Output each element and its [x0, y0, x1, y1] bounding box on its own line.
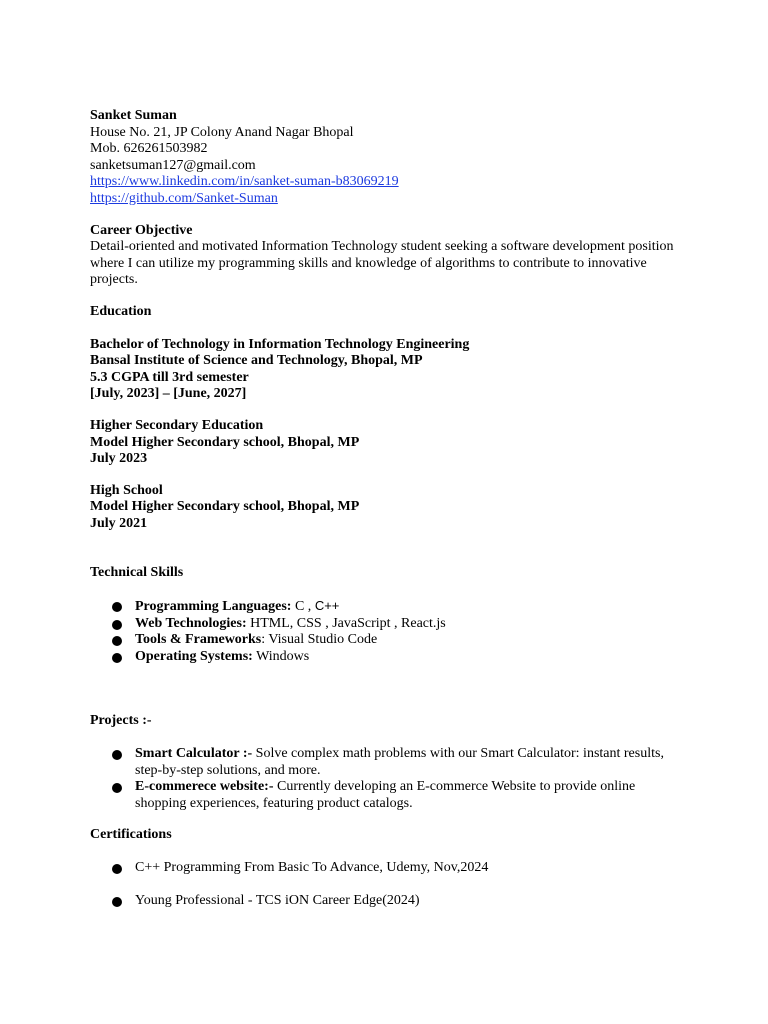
list-item: [112, 893, 680, 910]
education-institution: Bansal Institute of Science and Technology, Bhopal, MP: [90, 353, 423, 369]
project-label: Smart Calculator :-: [135, 746, 253, 762]
education-score: 5.3 CGPA till 3rd semester: [90, 369, 249, 385]
skill-value-extra: C++: [314, 598, 340, 614]
education-degree: High School: [90, 482, 163, 498]
certification-text: Young Professional - TCS iON Career Edge(2024): [135, 892, 420, 908]
project-label: E-commerece website:-: [135, 779, 274, 795]
bullet-icon: [112, 653, 122, 663]
skill-value: C ,: [291, 599, 315, 615]
certification-text: C++ Programming From Basic To Advance, Udemy, Nov,2024: [135, 860, 489, 875]
education-institution: Model Higher Secondary school, Bhopal, MP: [90, 434, 360, 450]
bullet-icon: [112, 750, 122, 760]
education-degree: Higher Secondary Education: [90, 417, 264, 433]
skill-value: Windows: [252, 648, 310, 664]
email: sanketsuman127@gmail.com: [90, 157, 256, 173]
education-heading: Education: [90, 303, 152, 319]
skill-value: : Visual Studio Code: [261, 632, 378, 648]
list-item: [112, 598, 680, 616]
education-entry: [90, 418, 678, 468]
github-link[interactable]: https://github.com/Sanket-Suman: [90, 190, 278, 206]
list-spacer: [112, 877, 680, 893]
projects-heading: Projects :-: [90, 713, 152, 729]
skills-list: [90, 598, 678, 665]
bullet-icon: [112, 620, 122, 630]
skill-label: Web Technologies:: [135, 615, 247, 631]
bullet-icon: [112, 783, 122, 793]
skill-label: Programming Languages:: [135, 599, 292, 615]
list-item: [112, 616, 680, 633]
skill-label: Operating Systems:: [135, 648, 253, 664]
skill-label: Tools & Frameworks: [135, 632, 262, 648]
objective-heading: Career Objective: [90, 222, 193, 238]
candidate-name: Sanket Suman: [90, 108, 177, 123]
bullet-icon: [112, 897, 122, 907]
education-institution: Model Higher Secondary school, Bhopal, MP: [90, 499, 360, 515]
education-period: July 2021: [90, 515, 148, 531]
list-item: [112, 632, 680, 649]
mobile: Mob. 626261503982: [90, 141, 208, 157]
bullet-icon: [112, 602, 122, 612]
bullet-icon: [112, 636, 122, 646]
education-period: [July, 2023] – [June, 2027]: [90, 386, 247, 402]
skill-value: HTML, CSS , JavaScript , React.js: [246, 615, 446, 631]
education-period: July 2023: [90, 451, 148, 467]
education-entry: [90, 483, 678, 533]
education-degree: Bachelor of Technology in Information Technology Engineering: [90, 336, 470, 352]
objective-text: Detail-oriented and motivated Information Technology student seeking a software development position where I can utilize my programming skills and knowledge of algorithms to contribute to innovative projects.: [90, 239, 674, 288]
list-item: [112, 649, 680, 666]
list-item: [112, 746, 680, 779]
skills-heading: Technical Skills: [90, 565, 184, 581]
certifications-heading: Certifications: [90, 827, 172, 843]
list-item: [112, 779, 680, 812]
address: House No. 21, JP Colony Anand Nagar Bhopal: [90, 124, 354, 140]
list-item: [112, 860, 680, 877]
project-text: Solve complex math problems with our Smart Calculator: instant results, step-by-step solutions, and more.: [135, 746, 664, 778]
projects-list: [90, 746, 678, 812]
project-text: Currently developing an E-commerce Website to provide online shopping experiences, featuring product catalogs.: [135, 779, 636, 811]
bullet-icon: [112, 864, 122, 874]
certifications-list: [90, 860, 678, 909]
linkedin-link[interactable]: https://www.linkedin.com/in/sanket-suman-b83069219: [90, 174, 399, 190]
education-entry: [90, 337, 678, 403]
